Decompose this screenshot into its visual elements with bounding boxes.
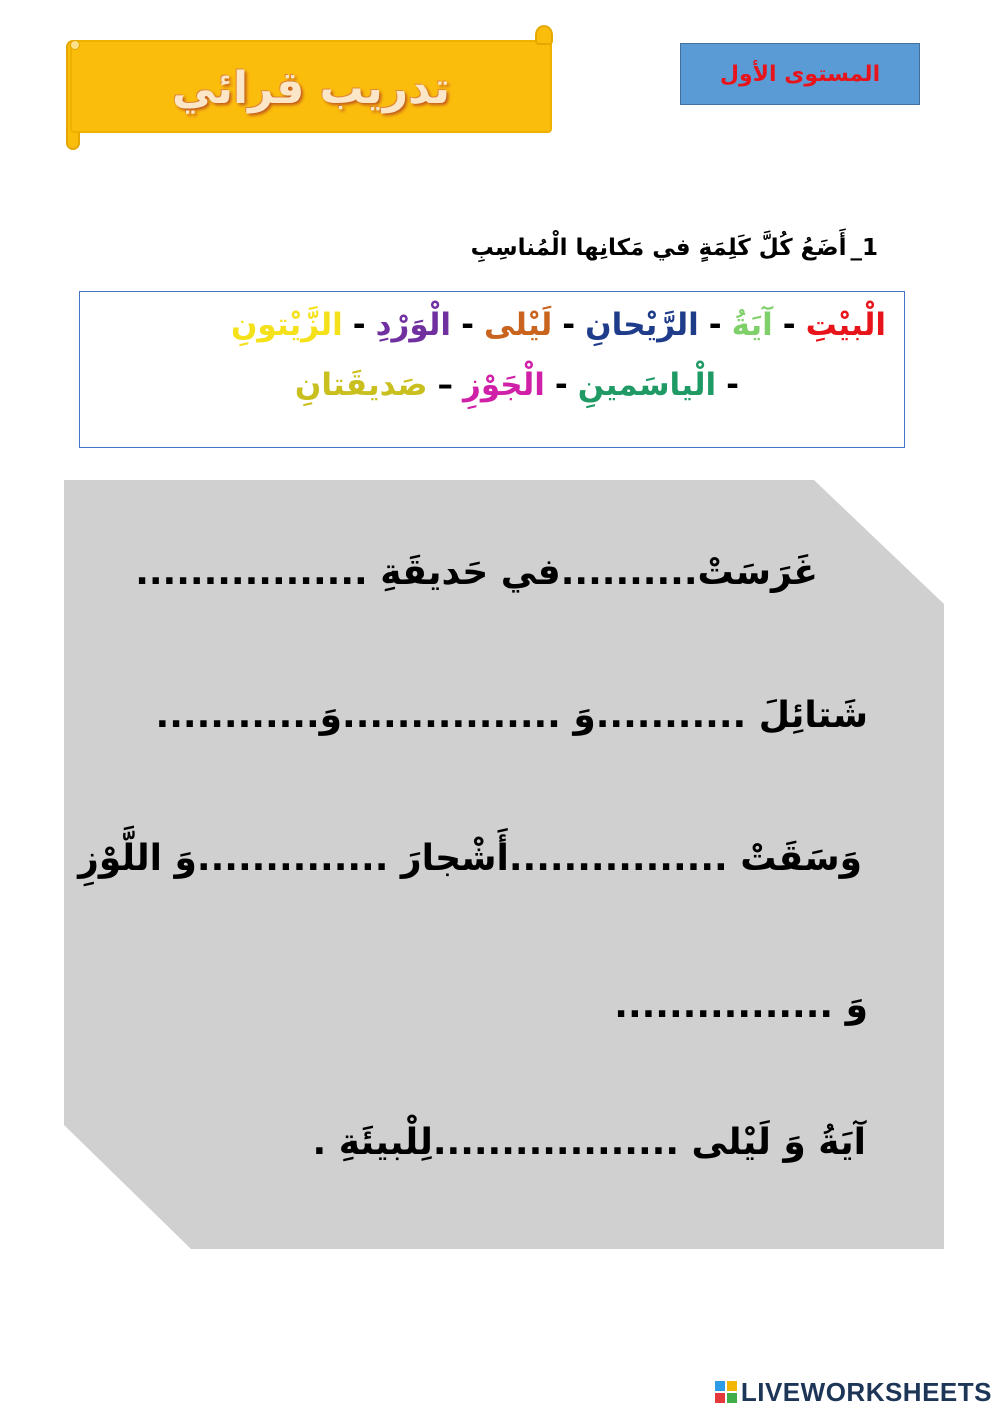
word-bank-word[interactable]: صَديقَتانِ: [294, 367, 428, 403]
word-bank-word[interactable]: لَيْلى: [483, 307, 553, 343]
exercise-sentence-4[interactable]: وَ ................: [614, 985, 868, 1026]
logo-block: [727, 1381, 737, 1391]
level-badge: المستوى الأول: [680, 43, 920, 105]
word-separator: -: [708, 307, 722, 343]
word-bank-word[interactable]: الزَّيْتونِ: [230, 307, 343, 343]
instruction-text: أَضَعُ كُلَّ كَلِمَةٍ في مَكانِها الْمُناسِبِ: [470, 235, 847, 261]
word-bank-word[interactable]: الْوَرْدِ: [375, 307, 452, 343]
word-bank-word[interactable]: الرَّيْحانِ: [585, 307, 699, 343]
word-separator: -: [461, 307, 474, 343]
word-bank-line-1: [62, 307, 886, 343]
word-bank-line-2: [0, 367, 749, 403]
word-bank-word[interactable]: الْبيْتِ: [805, 307, 886, 343]
logo-text: LIVEWORKSHEETS: [740, 1376, 992, 1407]
word-separator: -: [782, 307, 796, 343]
exercise-sentence-1[interactable]: غَرَسَتْ..........في حَديقَةِ .................: [135, 552, 818, 593]
exercise-sentence-5[interactable]: آيَةُ وَ لَيْلى ..................لِلْبيئَةِ .: [312, 1122, 866, 1163]
word-separator: –: [437, 367, 453, 403]
scroll-dot: [70, 40, 80, 50]
logo-blocks-icon: [715, 1381, 737, 1403]
word-separator: -: [562, 307, 576, 343]
liveworksheets-logo[interactable]: [715, 1374, 992, 1410]
word-bank-word[interactable]: الْياسَمينِ: [577, 367, 717, 403]
word-bank: [79, 291, 905, 448]
exercise-sentence-2[interactable]: شَتائِلَ ...........وَ ................وَ............: [155, 695, 868, 736]
word-separator: -: [726, 367, 739, 403]
logo-block: [727, 1393, 737, 1403]
word-bank-word[interactable]: آيَةُ: [731, 307, 773, 343]
scroll-top-curl: [535, 25, 553, 45]
exercise-sentence-3[interactable]: وَسَقَتْ ................أَشْجارَ ..............وَ اللَّوْزِ: [78, 838, 862, 879]
word-separator: -: [554, 367, 568, 403]
instruction-number: 1_: [850, 235, 878, 261]
word-separator: -: [352, 307, 366, 343]
logo-block: [715, 1381, 725, 1391]
logo-block: [715, 1393, 725, 1403]
instruction: [378, 228, 878, 268]
page-title: تدريب قرائي: [172, 62, 450, 114]
word-bank-word[interactable]: الْجَوْزِ: [462, 367, 545, 403]
